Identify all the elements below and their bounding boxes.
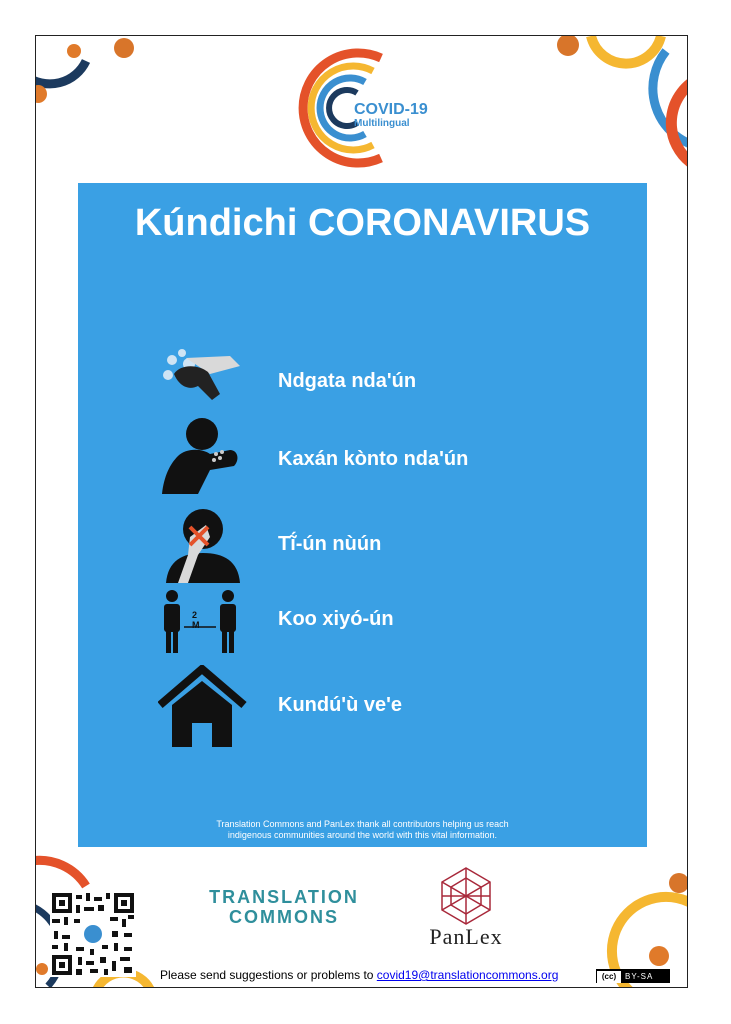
footer-text: Please send suggestions or problems to	[160, 968, 377, 982]
info-panel	[78, 183, 647, 847]
email-link[interactable]: covid19@translationcommons.org	[376, 968, 559, 982]
distance-label: 2 M	[192, 610, 200, 630]
footer	[160, 968, 558, 982]
qr-code-icon	[50, 891, 136, 977]
poster-page	[35, 35, 688, 988]
panlex-logo-icon	[416, 864, 516, 979]
cough-into-elbow-icon	[158, 416, 248, 506]
social-distance-icon	[158, 581, 248, 671]
thanks-line-1: Translation Commons and PanLex thank all contributors helping us reach	[216, 819, 509, 829]
item-label: Ndgata nda'ún	[278, 370, 417, 392]
stay-home-icon	[158, 665, 248, 755]
panlex-name: PanLex	[429, 924, 503, 949]
item-label: Tĩ́-ún nùún	[278, 533, 382, 555]
logo-text	[354, 102, 428, 130]
thanks-line-2: indigenous communities around the world with this vital information.	[227, 830, 498, 840]
logo-subtitle: Multilingual	[354, 118, 410, 129]
hand-washing-icon	[158, 338, 248, 428]
cc-icon: (cc)	[597, 971, 621, 983]
tc-line-2: COMMONS	[229, 907, 339, 927]
item-label: Koo xiyó-ún	[278, 608, 394, 630]
tc-line-1: TRANSLATION	[209, 887, 359, 907]
item-label: Kaxán kònto nda'ún	[278, 448, 469, 470]
thanks-note	[78, 819, 647, 841]
cc-license-badge	[596, 969, 670, 983]
translation-commons-logo	[204, 887, 364, 927]
license-type: BY-SA	[625, 972, 654, 981]
logo-title: COVID-19	[354, 101, 428, 118]
item-label: Kundú'ù ve'e	[278, 694, 402, 716]
no-face-touching-icon	[158, 501, 248, 591]
poster-title: Kúndichi CORONAVIRUS	[134, 202, 591, 244]
